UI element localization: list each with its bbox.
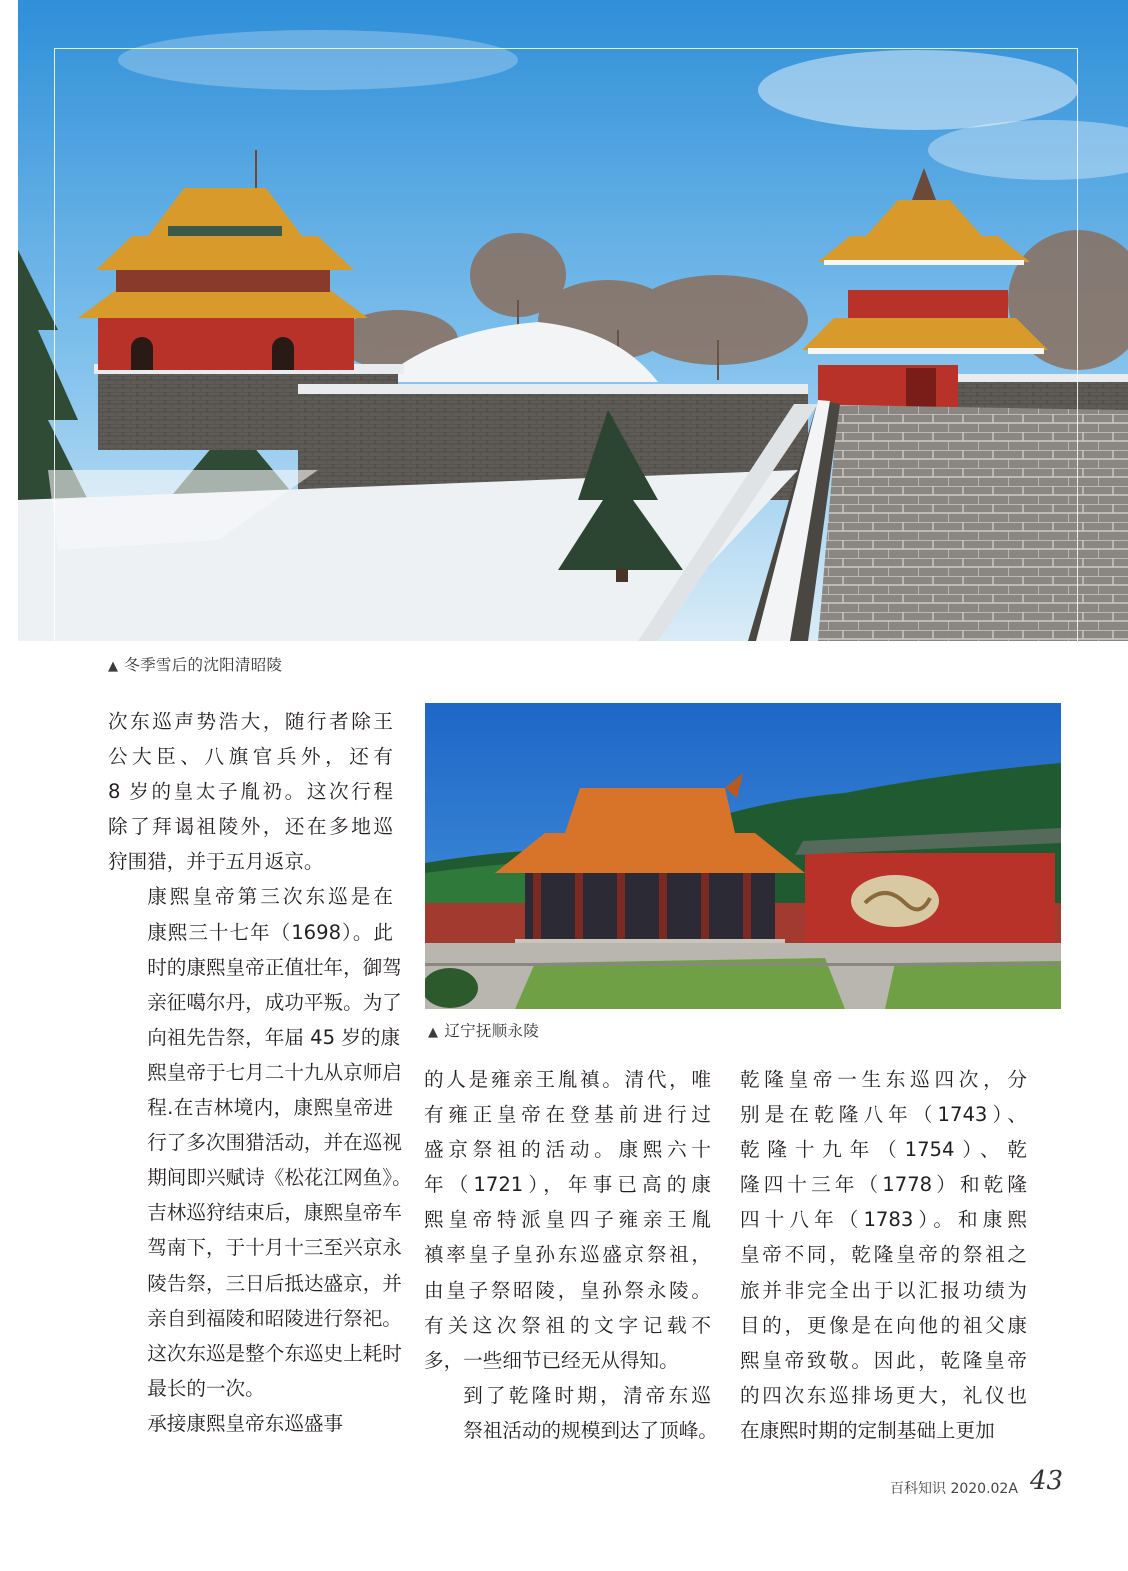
text-line: 四十八年（1783）。和康熙 [740, 1208, 1027, 1232]
zhaoling-illustration [18, 0, 1128, 641]
text-line: 次东巡声势浩大，随行者除王 [108, 710, 393, 733]
photo-zhaoling-winter [18, 0, 1128, 641]
text-line: 祭祖活动的规模到达了顶峰。 [463, 1418, 718, 1442]
paragraph [740, 1062, 1027, 1448]
text-line: 这次东巡是整个东巡史上耗时 [147, 1341, 402, 1365]
text-line: 禛率皇子皇孙东巡盛京祭祖， [424, 1243, 711, 1267]
triangle-marker-icon: ▲ [428, 1025, 439, 1040]
text-line: 狩围猎，并于五月返京。 [108, 850, 324, 874]
text-line: 有雍正皇帝在登基前进行过 [424, 1103, 711, 1127]
text-line: 吉林巡狩结束后，康熙皇帝车 [147, 1201, 402, 1225]
paragraph [108, 879, 412, 1405]
text-line: 康熙三十七年（1698）。此 [147, 920, 393, 944]
text-line: 多，一些细节已经无从得知。 [424, 1348, 679, 1372]
text-line: 盛京祭祖的活动。康熙六十 [424, 1138, 711, 1162]
text-line: 康熙皇帝第三次东巡是在 [147, 885, 393, 909]
text-line: 8 岁的皇太子胤礽。这次行程 [108, 780, 393, 804]
text-line: 最长的一次。 [147, 1376, 265, 1400]
text-line: 有关这次祭祖的文字记载不 [424, 1313, 711, 1337]
text-line: 熙皇帝于七月二十九从京师启 [147, 1060, 402, 1084]
text-line: 的四次东巡排场更大，礼仪也 [740, 1383, 1027, 1407]
text-line: 亲自到福陵和昭陵进行祭祀。 [147, 1306, 402, 1330]
text-column-1 [108, 704, 412, 1441]
paragraph [424, 1062, 711, 1378]
magazine-issue: 百科知识 2020.02A [890, 1481, 1018, 1497]
text-line: 驾南下，于十月十三至兴京永 [147, 1236, 402, 1260]
text-line: 旅并非完全出于以汇报功绩为 [740, 1278, 1027, 1302]
text-column-3 [740, 1062, 1027, 1448]
yongling-illustration [425, 703, 1061, 1009]
text-line: 熙皇帝致敬。因此，乾隆皇帝 [740, 1348, 1027, 1372]
text-column-2 [424, 1062, 718, 1448]
text-line: 由皇子祭昭陵，皇孙祭永陵。 [424, 1278, 711, 1302]
text-line: 别是在乾隆八年（1743）、 [740, 1103, 1027, 1127]
text-line: 公大臣、八旗官兵外，还有 [108, 745, 393, 769]
paragraph [108, 1406, 393, 1441]
text-line: 隆四十三年（1778）和乾隆 [740, 1173, 1027, 1197]
text-line: 承接康熙皇帝东巡盛事 [147, 1411, 344, 1435]
text-line: 的人是雍亲王胤禛。清代，唯 [424, 1068, 711, 1091]
stone-walkway [818, 405, 1128, 641]
text-line: 年（1721），年事已高的康 [424, 1173, 711, 1197]
triangle-marker-icon: ▲ [108, 659, 119, 674]
text-line: 皇帝不同，乾隆皇帝的祭祖之 [740, 1243, 1027, 1267]
text-line: 乾隆十九年（1754）、乾 [740, 1138, 1027, 1162]
text-line: 陵告祭，三日后抵达盛京，并 [147, 1271, 402, 1295]
text-line: 向祖先告祭，年届 45 岁的康 [147, 1025, 401, 1049]
text-line: 时的康熙皇帝正值壮年，御驾 [147, 955, 402, 979]
text-line: 期间即兴赋诗《松花江网鱼》。 [147, 1166, 412, 1190]
text-line: 乾隆皇帝一生东巡四次，分 [740, 1068, 1027, 1091]
text-line: 行了多次围猎活动，并在巡视 [147, 1131, 402, 1155]
paragraph [108, 704, 393, 879]
photo-yongling [425, 703, 1061, 1009]
caption-text: 冬季雪后的沈阳清昭陵 [124, 656, 283, 674]
caption-yongling [428, 1019, 539, 1041]
text-line: 到了乾隆时期，清帝东巡 [463, 1383, 711, 1407]
caption-text: 辽宁抚顺永陵 [444, 1022, 540, 1040]
text-line: 目的，更像是在向他的祖父康 [740, 1313, 1027, 1337]
text-line: 熙皇帝特派皇四子雍亲王胤 [424, 1208, 711, 1232]
caption-zhaoling [108, 653, 282, 675]
page-number: 43 [1030, 1466, 1064, 1496]
text-line: 在康熙时期的定制基础上更加 [740, 1418, 995, 1442]
text-line: 亲征噶尔丹，成功平叛。为了 [147, 990, 402, 1014]
text-line: 除了拜谒祖陵外，还在多地巡 [108, 815, 393, 839]
paragraph [424, 1378, 718, 1448]
text-line: 程.在吉林境内，康熙皇帝进 [147, 1096, 393, 1120]
